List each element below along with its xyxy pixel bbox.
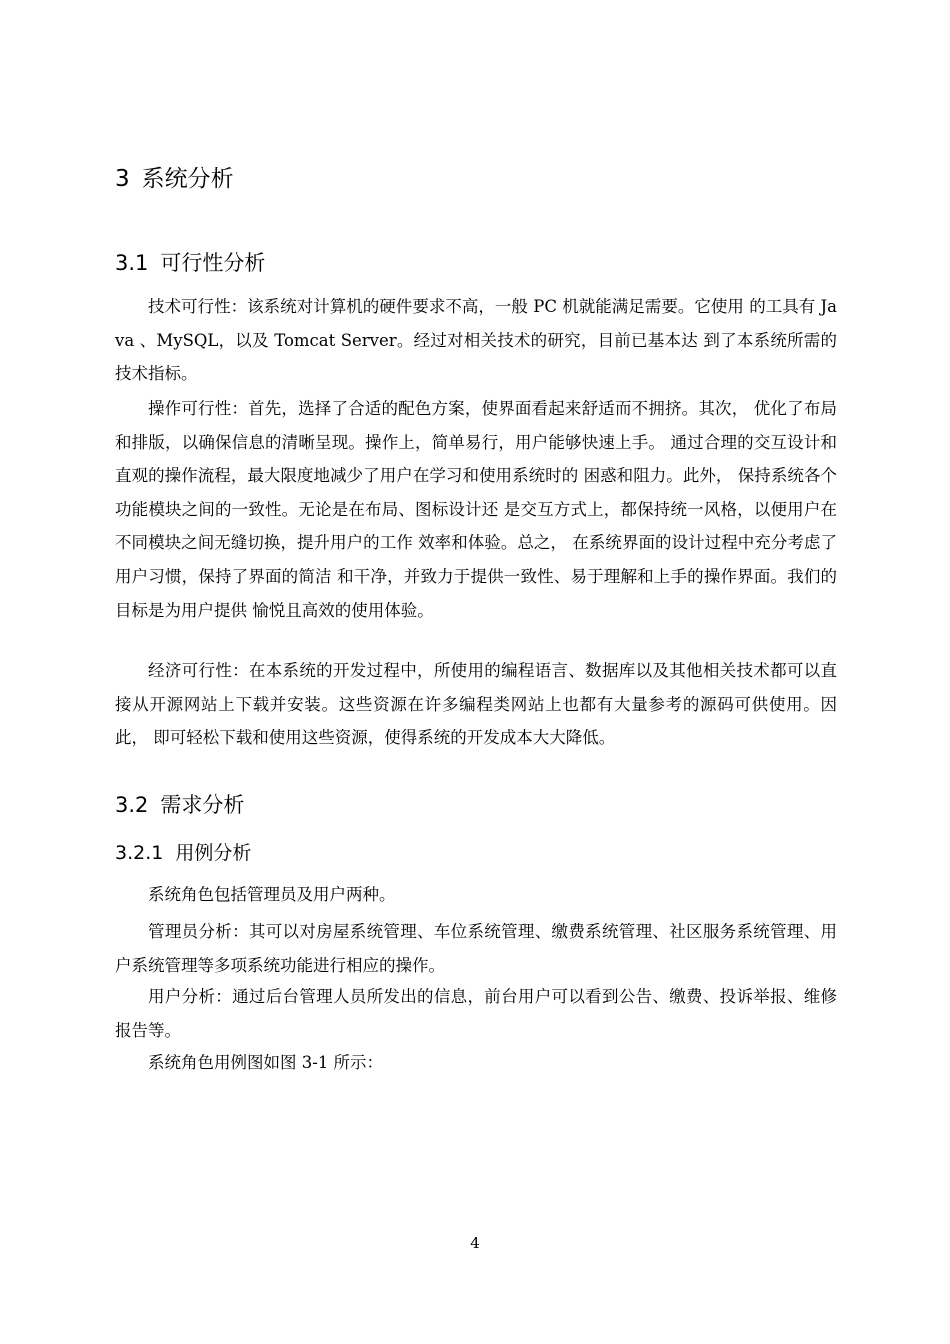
paragraph-admin-analysis: 管理员分析：其可以对房屋系统管理、车位系统管理、缴费系统管理、社区服务系统管理、用户系统管理等多项系统功能进行相应的操作。 xyxy=(115,922,837,975)
page-number: 4 xyxy=(470,1234,480,1252)
subsection-title: 用例分析 xyxy=(175,842,252,864)
section-number: 3.1 xyxy=(115,251,149,275)
chapter-heading xyxy=(115,160,234,198)
paragraph-figure-reference: 系统角色用例图如图 3-1 所示： xyxy=(148,1053,384,1072)
paragraph-user-analysis: 用户分析：通过后台管理人员所发出的信息，前台用户可以看到公告、缴费、投诉举报、维修报告等。 xyxy=(115,987,837,1040)
section-number: 3.2 xyxy=(115,793,149,817)
paragraph-technical-feasibility: 技术可行性：该系统对计算机的硬件要求不高，一般 PC 机就能满足需要。它使用 的工具有 Java 、MySQL，以及 Tomcat Server。经过对相关技术的研究，目前已基本达 到了本系统所需的技术指标。 xyxy=(115,297,837,384)
paragraph-economic-feasibility: 经济可行性：在本系统的开发过程中，所使用的编程语言、数据库以及其他相关技术都可以直接从开源网站上下载并安装。这些资源在许多编程类网站上也都有大量参考的源码可供使用。因此， 即可轻松下载和使用这些资源，使得系统的开发成本大大降低。 xyxy=(115,661,837,748)
section-title: 可行性分析 xyxy=(160,251,266,275)
chapter-number: 3 xyxy=(115,166,130,192)
subsection-number: 3.2.1 xyxy=(115,842,164,864)
section-heading-feasibility xyxy=(115,246,265,280)
paragraph-system-roles: 系统角色包括管理员及用户两种。 xyxy=(148,885,396,904)
section-heading-requirements xyxy=(115,788,244,822)
subsection-heading-use-case xyxy=(115,837,251,869)
chapter-title: 系统分析 xyxy=(141,166,234,192)
section-title: 需求分析 xyxy=(160,793,245,817)
paragraph-operational-feasibility: 操作可行性：首先，选择了合适的配色方案，使界面看起来舒适而不拥挤。其次， 优化了布局和排版，以确保信息的清晰呈现。操作上，简单易行，用户能够快速上手。 通过合理的交互设计和直观的操作流程，最大限度地减少了用户在学习和使用系统时的 困惑和阻力。此外， 保持系统各个功能模块之间的一致性。无论是在布局、图标设计还 是交互方式上，都保持统一风格，以便用户在不同模块之间无缝切换，提升用户的工作 效率和体验。总之， 在系统界面的设计过程中充分考虑了用户习惯，保持了界面的简洁 和干净，并致力于提供一致性、易于理解和上手的操作界面。我们的目标是为用户提供 愉悦且高效的使用体验。 xyxy=(115,399,837,620)
